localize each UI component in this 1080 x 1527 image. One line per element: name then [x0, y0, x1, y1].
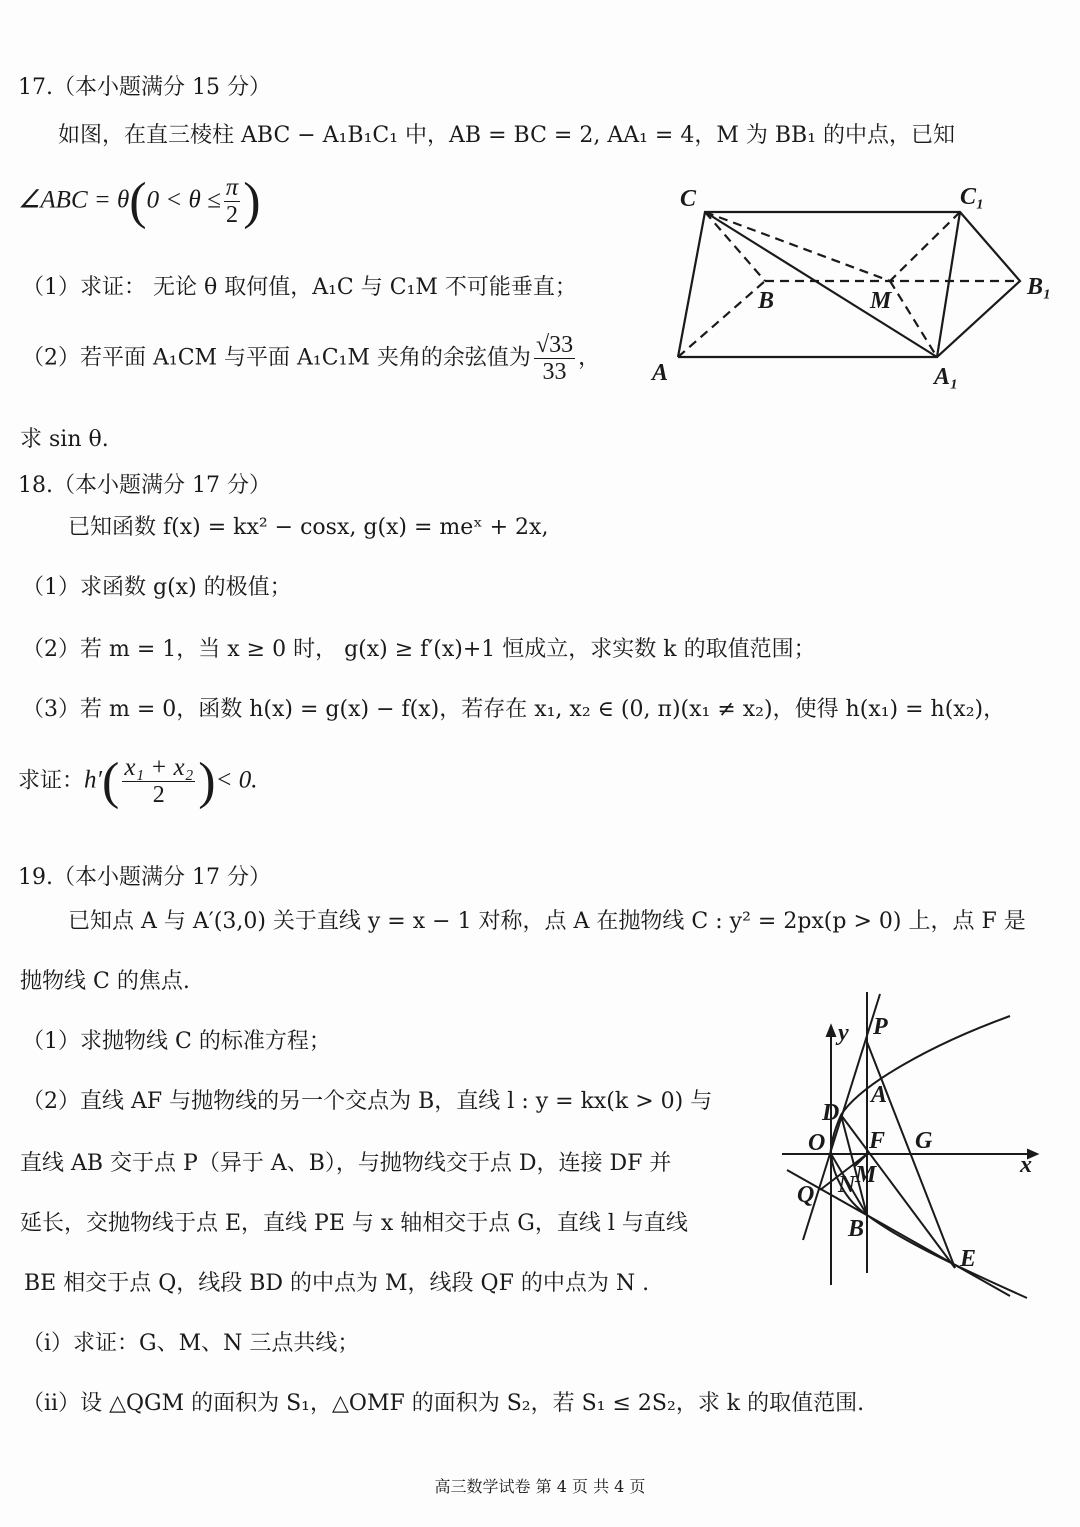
svg-text:A₁: A₁ [934, 364, 959, 390]
q18-part2: （2）若 m = 1，当 x ≥ 0 时， g(x) ≥ f′(x)+1 恒成立，求实数 k 的取值范围； [22, 637, 816, 662]
svg-text:F: F [869, 1128, 886, 1154]
q19-line8: （i）求证：G、M、N 三点共线； [22, 1331, 360, 1356]
q19-line7: BE 相交于点 Q，线段 BD 的中点为 M，线段 QF 的中点为 N . [24, 1271, 650, 1296]
svg-text:B: B [758, 288, 775, 314]
svg-text:D: D [822, 1100, 840, 1126]
q17-part1: （1）求证： 无论 θ 取何值，A₁C 与 C₁M 不可能垂直； [22, 275, 577, 300]
svg-text:P: P [873, 1014, 888, 1040]
q17-intro: 如图，在直三棱柱 ABC − A₁B₁C₁ 中，AB = BC = 2, AA₁ = 4，M 为 BB₁ 的中点，已知 [58, 123, 956, 148]
svg-text:B: B [848, 1216, 865, 1242]
angle-range: 0 < θ ≤ [146, 186, 221, 214]
q19-header: 19.（本小题满分 17 分） [18, 865, 271, 890]
angle-text: ∠ABC = θ [18, 186, 130, 214]
q19-line5: 直线 AB 交于点 P（异于 A、B），与抛物线交于点 D，连接 DF 并 [20, 1151, 672, 1176]
svg-text:M: M [855, 1162, 877, 1188]
svg-text:M: M [870, 288, 892, 314]
svg-text:A: A [652, 360, 669, 386]
q17-part2: （2）若平面 A₁CM 与平面 A₁C₁M 夹角的余弦值为 $\frac{√33}{33}$ ， [22, 332, 601, 385]
q19-line3: （1）求抛物线 C 的标准方程； [22, 1029, 331, 1054]
svg-text:E: E [960, 1246, 977, 1272]
q19-line1: 已知点 A 与 A′(3,0) 关于直线 y = x − 1 对称，点 A 在抛物线 C : y² = 2px(p > 0) 上，点 F 是 [68, 909, 1026, 934]
q17-part2b: 求 sin θ. [20, 427, 109, 452]
prism-figure [678, 212, 1020, 357]
q18-prove: 求证：h′( $\frac{\text{x₁ + x₂}}{2}$ )< 0. [18, 753, 258, 810]
svg-text:x: x [1020, 1152, 1032, 1178]
q19-line6: 延长，交抛物线于点 E，直线 PE 与 x 轴相交于点 G，直线 l 与直线 [20, 1211, 688, 1236]
q17-angle: ∠ABC = θ(0 < θ ≤ $\frac{\pi}{2}$ ) [18, 173, 261, 230]
svg-text:Q: Q [797, 1182, 815, 1208]
q18-intro: 已知函数 f(x) = kx² − cosx, g(x) = meˣ + 2x, [68, 515, 549, 540]
svg-text:C₁: C₁ [960, 184, 985, 210]
q19-line2: 抛物线 C 的焦点. [20, 969, 190, 994]
svg-text:B₁: B₁ [1027, 274, 1052, 300]
svg-text:A: A [871, 1082, 888, 1108]
svg-text:G: G [915, 1128, 933, 1154]
q18-part1: （1）求函数 g(x) 的极值； [22, 575, 292, 600]
q19-line4: （2）直线 AF 与抛物线的另一个交点为 B，直线 l : y = kx(k > 0) 与 [22, 1089, 713, 1114]
pi-over-2: $\frac{\pi}{2}$ [225, 174, 239, 228]
svg-text:O: O [808, 1130, 826, 1156]
page-footer: 高三数学试卷 第 4 页 共 4 页 [434, 1477, 646, 1496]
svg-text:N: N [838, 1172, 856, 1198]
q17-header: 17.（本小题满分 15 分） [18, 75, 271, 100]
q18-header: 18.（本小题满分 17 分） [18, 473, 271, 498]
svg-text:C: C [680, 186, 697, 212]
q19-line9: （ii）设 △QGM 的面积为 S₁，△OMF 的面积为 S₂，若 S₁ ≤ 2S₂，求 k 的取值范围. [22, 1391, 865, 1416]
q18-part3: （3）若 m = 0，函数 h(x) = g(x) − f(x)，若存在 x₁, x₂ ∈ (0, π)(x₁ ≠ x₂)，使得 h(x₁) = h(x₂)， [22, 697, 1006, 722]
svg-text:y: y [838, 1020, 849, 1046]
